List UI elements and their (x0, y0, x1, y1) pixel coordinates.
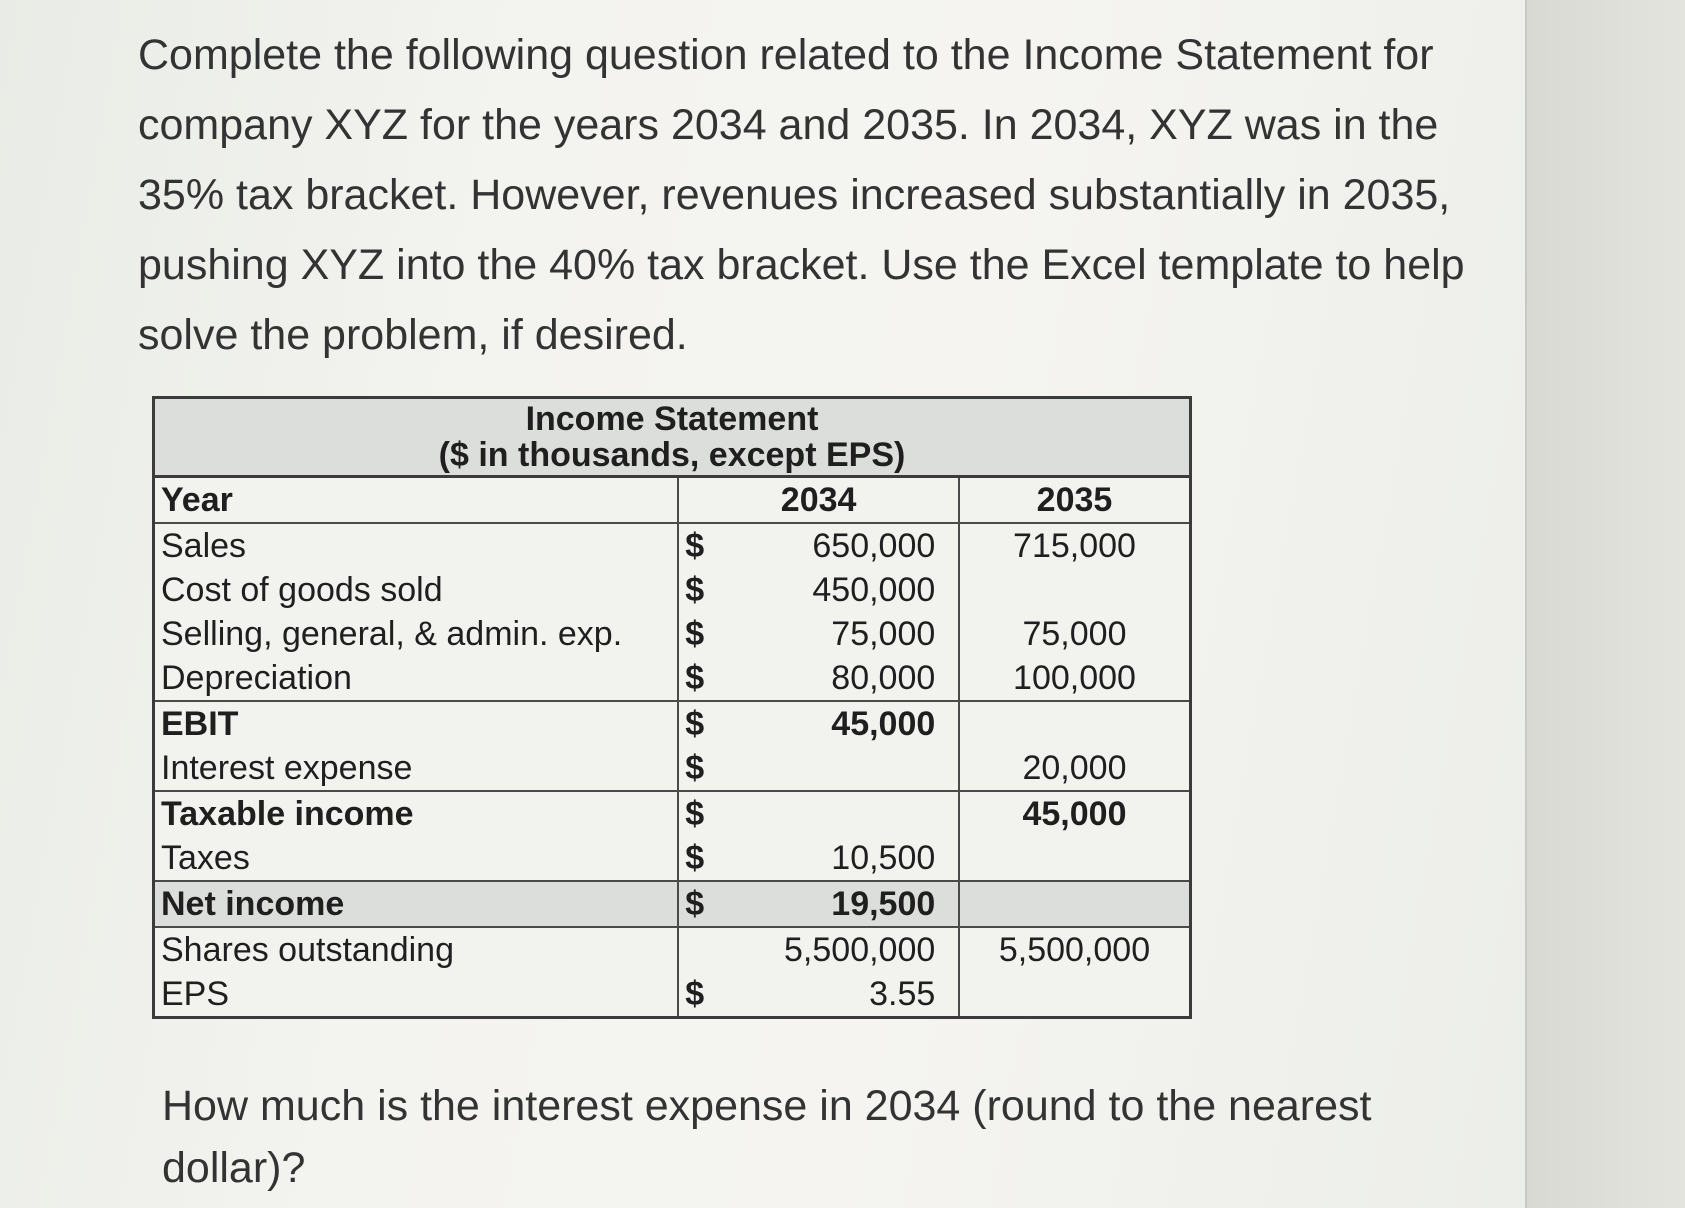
dollar-sign: $ (685, 838, 705, 877)
value-2035 (959, 881, 1191, 927)
value-2035 (959, 701, 1191, 746)
row-label-depreciation: Depreciation (154, 656, 679, 701)
prompt-text: How much is the interest expense in 2034 (round to the nearest dollar)? (162, 1082, 1372, 1192)
value-2035: 715,000 (1013, 526, 1136, 565)
value-2034: 19,500 (831, 884, 936, 923)
value-2035: 45,000 (959, 791, 1191, 836)
income-statement-table-wrap (152, 396, 1192, 1019)
page-edge (1525, 0, 1685, 1208)
table-row (154, 701, 1191, 746)
dollar-sign: $ (685, 658, 705, 697)
table-header-cell (154, 398, 1191, 477)
table-row (154, 523, 1191, 568)
year-2035-header: 2035 (959, 477, 1191, 524)
table-row (154, 881, 1191, 927)
row-label-ebit: EBIT (154, 701, 679, 746)
table-row (154, 656, 1191, 701)
dollar-sign: $ (685, 570, 705, 609)
value-2035: 5,500,000 (959, 927, 1191, 972)
table-row (154, 836, 1191, 881)
value-2034: 10,500 (831, 838, 936, 877)
dollar-sign: $ (685, 794, 705, 833)
table-row (154, 612, 1191, 656)
row-label-interest-expense: Interest expense (154, 746, 679, 791)
dollar-sign: $ (685, 526, 705, 565)
value-2035 (959, 836, 1191, 881)
row-label-taxes: Taxes (154, 836, 679, 881)
table-row (154, 972, 1191, 1018)
value-2034: 650,000 (812, 526, 936, 565)
table-row (154, 927, 1191, 972)
value-2035: 75,000 (1022, 614, 1127, 653)
table-row (154, 791, 1191, 836)
question-text: Complete the following question related to the Income Statement for company XYZ for the years 2034 and 2035. In 2034, XYZ was in the 35% tax bracket. However, revenues increased substantially in 2035, pushing XYZ into the 40% tax bracket. Use the Excel template to help solve the problem, if desired. (138, 31, 1465, 359)
value-2035: 20,000 (1022, 748, 1127, 787)
value-2034: 450,000 (812, 570, 936, 609)
row-label-net-income: Net income (154, 881, 679, 927)
table-header-row (154, 398, 1191, 477)
dollar-sign: $ (685, 748, 705, 787)
dollar-sign: $ (685, 614, 705, 653)
row-label-shares-outstanding: Shares outstanding (154, 927, 679, 972)
income-statement-table (152, 396, 1192, 1019)
row-label-sga: Selling, general, & admin. exp. (154, 612, 679, 656)
table-subtitle: ($ in thousands, except EPS) (438, 436, 906, 474)
value-2035: 100,000 (1013, 658, 1136, 697)
dollar-sign: $ (685, 884, 705, 923)
value-2034: 75,000 (831, 614, 936, 653)
dollar-sign: $ (685, 974, 705, 1013)
value-2035 (959, 972, 1191, 1018)
row-label-sales: Sales (154, 523, 679, 568)
year-row (154, 477, 1191, 524)
table-row (154, 568, 1191, 612)
year-label: Year (154, 477, 679, 524)
value-2034: 3.55 (869, 974, 936, 1013)
value-2035 (959, 568, 1191, 612)
row-label-taxable-income: Taxable income (154, 791, 679, 836)
value-2034: 5,500,000 (784, 930, 936, 969)
table-row (154, 746, 1191, 791)
value-2034: 80,000 (831, 658, 936, 697)
row-label-eps: EPS (154, 972, 679, 1018)
row-label-cogs: Cost of goods sold (154, 568, 679, 612)
table-title: Income Statement (525, 400, 819, 438)
year-2034-label: 2034 (780, 480, 857, 519)
year-2034-header (678, 477, 959, 524)
dollar-sign: $ (685, 704, 705, 743)
value-2034: 45,000 (831, 704, 936, 743)
